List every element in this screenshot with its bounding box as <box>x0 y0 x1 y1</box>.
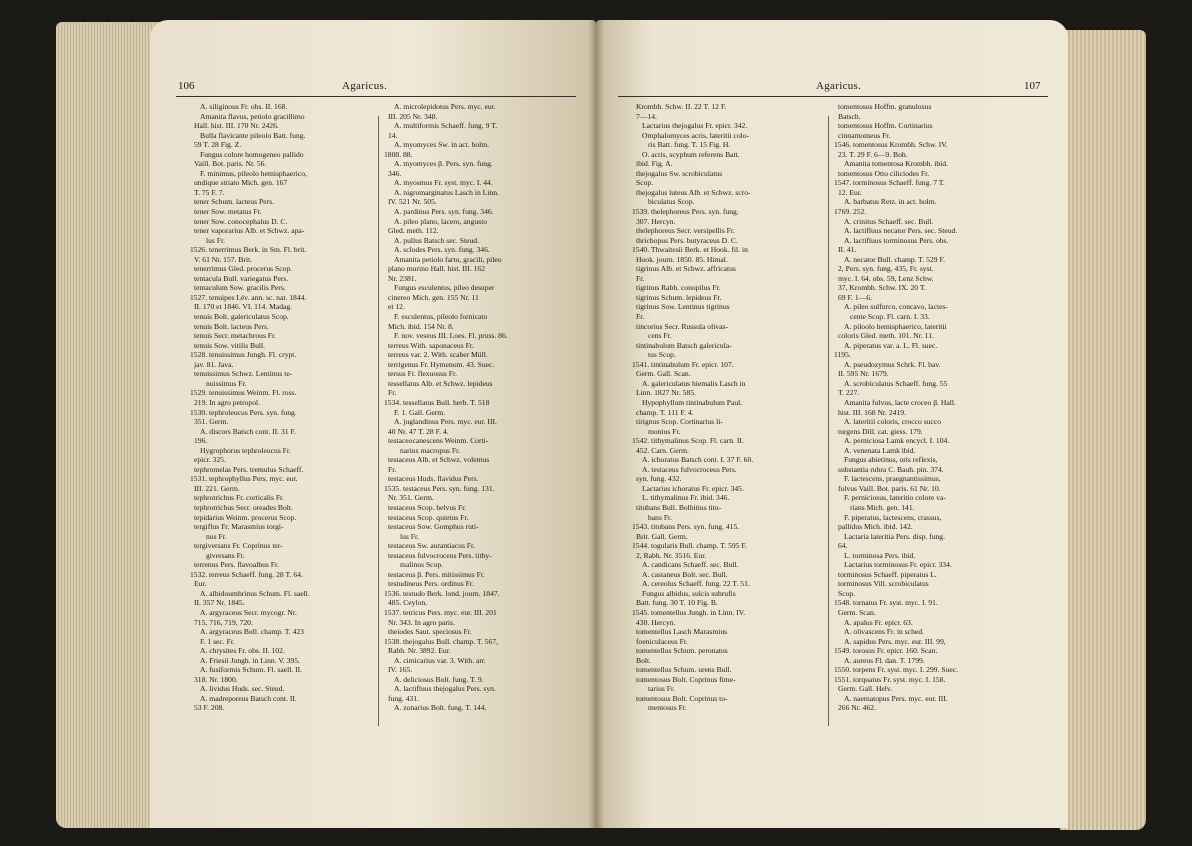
entry-line: III. 221. Germ. <box>194 483 240 493</box>
entry-line: 219. In agro petropol. <box>194 397 261 407</box>
entry-line: A. pullus Batsch sec. Steud. <box>394 235 479 245</box>
entry-line: 14. <box>388 130 398 140</box>
entry-line: 64. <box>838 541 848 551</box>
entry-line: rians Mich. gen. 141. <box>850 502 915 512</box>
entry-line: A. candicans Schaeff. sec. Bull. <box>642 560 739 570</box>
entry-line: F. esculentus, pileolo fornicato <box>394 312 488 322</box>
entry-line: myc. I. 64. obs. 59, Lenz Schw. <box>838 273 934 283</box>
entry-line: Amanita flavus, petiolo gracillimo <box>200 111 305 121</box>
entry-line: A. pileo plano, lacero, angusto <box>394 216 487 226</box>
entry-line: II. 595 Nr. 1679. <box>838 369 889 379</box>
entry-line: A. juglandinus Pers. myc. eur. III. <box>394 417 497 427</box>
entry-line: A. cereolus Schaeff. fung. 22 T. 51. <box>642 579 750 589</box>
entry-line: 430. Hercyn. <box>636 617 676 627</box>
entry-line: F. piperatus, lactescens, crassus, <box>844 512 942 522</box>
entry-line: T. 75 F. 7. <box>194 187 225 197</box>
entry-line: V. 61 Nr. 157. Brit. <box>194 254 253 264</box>
entry-line: cente Scop. Fl. carn. I. 33. <box>850 312 930 322</box>
entry-line: tomentosus Bolt. Coprinus fime- <box>636 674 736 684</box>
entry-line: biculatus Scop. <box>648 197 695 207</box>
entry-line: Nr. 2381. <box>388 273 417 283</box>
entry-line: 452. Carn. Germ. <box>636 445 689 455</box>
entry-line: 1769. 252. <box>834 207 867 217</box>
entry-line: 485. Ceylon. <box>388 598 428 608</box>
entry-line: A. lateritii coloris, crocco succo <box>844 417 941 427</box>
entry-line: tenuis Bolt. lacteus Pers. <box>194 321 269 331</box>
entry-line: tus Scop. <box>648 350 676 360</box>
book-gutter <box>588 20 604 828</box>
entry-line: A. discors Batsch cont. II. 31 F. <box>200 426 296 436</box>
entry-line: 12. Eur. <box>838 187 862 197</box>
entry-line: lus Fr. <box>400 531 419 541</box>
entry-line: 1531. tephrophyllus Pers. myc. eur. <box>190 474 298 484</box>
entry-line: Lactarius torminosus Fr. epicr. 334. <box>844 560 952 570</box>
entry-line: substantia rubra C. Bauh. pin. 374. <box>838 464 944 474</box>
entry-line: Hall. hist. III. 170 Nr. 2426. <box>194 121 279 131</box>
entry-line: tergiflus Fr. Marasmius torgi- <box>194 522 284 532</box>
entry-line: A. ichoratus Batsch cont. I. 37 F. 60. <box>642 455 754 465</box>
entry-line: Nr. 351. Germ. <box>388 493 434 503</box>
right-column-2 <box>834 102 958 713</box>
entry-line: giversans Fr. <box>206 550 245 560</box>
entry-line: ibid. Fig. A. <box>636 159 673 169</box>
entry-line: 1195. <box>834 350 851 360</box>
entry-line: Amanita tomentosa Krombh. ibid. <box>844 159 948 169</box>
entry-line: plano murino Hall. hist. III. 162 <box>388 264 486 274</box>
entry-line: A. apalus Fr. epicr. 63. <box>844 617 913 627</box>
entry-line: tomentellus Schum. urens Bull. <box>636 665 732 675</box>
entry-line: Mich. ibid. 154 Nr. 8. <box>388 321 454 331</box>
entry-line: 1532. terreus Schaeff. fung. 28 T. 64. <box>190 569 303 579</box>
entry-line: tigrinus Schum. lepideus Fr. <box>636 292 722 302</box>
entry-line: tigrinus Rabh. conopilus Fr. <box>636 283 721 293</box>
entry-line: Fungus esculentus, pileo desuper <box>394 283 495 293</box>
entry-line: theiodes Saut. speciosus Fr. <box>388 627 472 637</box>
entry-line: fung. 431. <box>388 693 420 703</box>
entry-line: tigrinus Alb. et Schwz. affricatus <box>636 264 736 274</box>
entry-line: Germ. Gall. Helv. <box>838 684 893 694</box>
entry-line: 1543. titubans Pers. syn. fung. 415. <box>632 522 740 532</box>
entry-line: 23. T. 29 F. 6—9. Boh. <box>838 149 908 159</box>
entry-line: nuissimus Fr. <box>206 378 247 388</box>
entry-line: A. myomyces Sw. in act. holm. <box>394 140 490 150</box>
entry-line: A. lividus Huds. sec. Steud. <box>200 684 285 694</box>
entry-line: 37, Krombh. Schw. IX. 20 T. <box>838 283 926 293</box>
entry-line: A. chrysites Fr. obs. II. 102. <box>200 646 285 656</box>
entry-line: tomentosus Hoffm. Cortinarius <box>838 121 933 131</box>
entry-line: testaceus Alb. et Schwz. volemus <box>388 455 490 465</box>
entry-line: 1549. torosus Fr. epicr. 160. Scan. <box>834 646 938 656</box>
entry-line: A. olivascens Fr. in sched. <box>844 627 924 637</box>
entry-line: 351. Germ. <box>194 417 229 427</box>
left-column-1 <box>190 102 310 713</box>
entry-line: A. multiformis Schaeff. fung. 9 T. <box>394 121 498 131</box>
entry-line: Amanita petiolo farto, gracili, pileo <box>394 254 502 264</box>
entry-line: epicr. 325. <box>194 455 226 465</box>
entry-line: Scop. <box>636 178 654 188</box>
entry-line: testaceus Sw. aurantiacus Fr. <box>388 541 476 551</box>
entry-line: III. 205 Nr. 348. <box>388 111 438 121</box>
entry-line: nus Fr. <box>206 531 227 541</box>
entry-line: 59 T. 28 Fig. Z. <box>194 140 242 150</box>
entry-line: 1529. tenuissimus Weinm. Fl. ross. <box>190 388 297 398</box>
entry-line: testaceus β. Pers. mitissimus Fr. <box>388 569 485 579</box>
entry-line: tomentellus Lasch Marasmius <box>636 627 728 637</box>
entry-line: 7—14. <box>636 111 657 121</box>
entry-line: IV. 521 Nr. 505. <box>388 197 437 207</box>
entry-line: testaceus Scop. quietus Fr. <box>388 512 469 522</box>
left-page <box>150 20 596 828</box>
entry-line: A. fusiformis Schum. Fl. saell. II. <box>200 665 303 675</box>
right-page-edges <box>1060 30 1146 830</box>
entry-line: Hook. journ. 1850. 85. Himal. <box>636 254 728 264</box>
entry-line: 1527. tenuipes Lév. ann. sc. nat. 1844. <box>190 292 307 302</box>
entry-line: A. albidoumbrinus Schum. Fl. saell. <box>200 588 310 598</box>
entry-line: Fungus colore homogeneo pallido <box>200 149 304 159</box>
entry-line: cinnamomeus Fr. <box>838 130 891 140</box>
entry-line: A. barbatus Retz. in act. holm. <box>844 197 937 207</box>
entry-line: pallidus Mich. ibid. 142. <box>838 522 913 532</box>
entry-line: Fungus abietinus, oris reflexis, <box>844 455 938 465</box>
entry-line: A. castaneus Bolt. sec. Bull. <box>642 569 728 579</box>
entry-line: cens Fr. <box>648 331 672 341</box>
entry-line: coloris Gled. meth. 101. Nr. 11. <box>838 331 934 341</box>
entry-line: 1530. tephroleucus Pers. syn. fung. <box>190 407 297 417</box>
entry-line: Gled. meth. 112. <box>388 226 439 236</box>
entry-line: A. myosmus Fr. syst. myc. I. 44. <box>394 178 493 188</box>
right-header-rule <box>618 96 1048 97</box>
entry-line: A. perniciosa Lamk encycl. I. 104. <box>844 436 950 446</box>
entry-line: A. pardinus Pers. syn. fung. 346. <box>394 207 494 217</box>
entry-line: A. argyraceus Bull. champ. T. 423 <box>200 627 304 637</box>
entry-line: monius Fr. <box>648 426 681 436</box>
entry-line: A. Friesii Jungh. in Linn. V. 395. <box>200 655 300 665</box>
entry-line: A. argyraceus Secr. mycogr. Nr. <box>200 607 297 617</box>
entry-line: 307. Hercyn. <box>636 216 676 226</box>
entry-line: hist. III. 168 Nr. 2419. <box>838 407 906 417</box>
entry-line: Batt. fung. 30 T. 10 Fig. B. <box>636 598 718 608</box>
entry-line: champ. T. 111 F. 4. <box>636 407 694 417</box>
entry-line: L. tithymalinus Fr. ibid. 346. <box>642 493 730 503</box>
entry-line: tarius Fr. <box>648 684 676 694</box>
entry-line: tener Schum. lacteus Pers. <box>194 197 274 207</box>
entry-line: 1544. togularis Bull. champ. T. 595 F. <box>632 541 747 551</box>
entry-line: torminosus Vill. scrobiculatus <box>838 579 929 589</box>
entry-line: tenuissimus Schwz. Lentinus te- <box>194 369 293 379</box>
entry-line: terreus With. saponaceus Fr. <box>388 340 474 350</box>
entry-line: terrigenus Fr. Hymenom. 43. Suec. <box>388 359 495 369</box>
entry-line: narius macropus Fr. <box>400 445 461 455</box>
entry-line: tener Sow. conocephalus D. C. <box>194 216 288 226</box>
entry-line: tephrotrichus Fr. corticalis Fr. <box>194 493 285 503</box>
left-page-number: 106 <box>178 80 195 92</box>
left-column-2 <box>384 102 508 713</box>
entry-line: tergiversans Fr. Coprinus ter- <box>194 541 283 551</box>
entry-line: tessellatus Alb. et Schwz. lepideus <box>388 378 493 388</box>
entry-line: cinereo Mich. gen. 155 Nr. 11 <box>388 292 479 302</box>
entry-line: tincorius Secr. Russula olivas- <box>636 321 728 331</box>
entry-line: Fr. <box>636 312 645 322</box>
entry-line: L. torminosa Pers. ibid. <box>844 550 916 560</box>
entry-line: A. testaceus fulvocroceus Pers. <box>642 464 737 474</box>
entry-line: bans Fr. <box>648 512 673 522</box>
entry-line: 40 Nr. 47 T. 28 F. 4. <box>388 426 449 436</box>
entry-line: A. madreporeus Batsch cont. II. <box>200 693 297 703</box>
right-page-number: 107 <box>1024 80 1041 92</box>
entry-line: foeniculaceus Fr. <box>636 636 688 646</box>
entry-line: 1545. tomentellus Jungh. in Linn. IV. <box>632 607 746 617</box>
entry-line: testaceus Sow. Gomphus ruti- <box>388 522 479 532</box>
entry-line: Eur. <box>194 579 207 589</box>
entry-line: tintinabulum Batsch galericula- <box>636 340 732 350</box>
entry-line: Vaill. Bot. paris. Nr. 56. <box>194 159 267 169</box>
entry-line: II. 41. <box>838 245 857 255</box>
entry-line: thejogalus Sw. scrobiculatus <box>636 168 723 178</box>
entry-line: 1538. thejogalus Bull. champ. T. 567, <box>384 636 499 646</box>
entry-line: A. naematopus Pers. myc. eur. III. <box>844 693 948 703</box>
entry-line: A. nigromarginatus Lasch in Linn. <box>394 187 499 197</box>
entry-line: 1542. tithymalinus Scop. Fl. carn. II. <box>632 436 744 446</box>
entry-line: thrichopus Pers. butyraceus D. C. <box>636 235 738 245</box>
entry-line: A. crinitus Schaeff. sec. Bull. <box>844 216 934 226</box>
entry-line: 1528. tenuissimus Jungh. Fl. crypt. <box>190 350 297 360</box>
entry-line: 1550. torpens Fr. syst. myc. I. 299. Suec. <box>834 665 959 675</box>
entry-line: 1551. torquatus Fr. syst. myc. I. 158. <box>834 674 946 684</box>
entry-line: F. nov. veseus III. Loes. Fl. pruss. 86. <box>394 331 508 341</box>
entry-line: tentacula Bull. variegatus Pers. <box>194 273 289 283</box>
entry-line: tephromelas Pers. tremulus Schaeff. <box>194 464 304 474</box>
entry-line: Brit. Gall. Germ. <box>636 531 688 541</box>
entry-line: A. piloolo hemisphaerico, lateritii <box>844 321 947 331</box>
entry-line: jav. 81. Java. <box>194 359 234 369</box>
entry-line: Nr. 343. In agro paris. <box>388 617 455 627</box>
right-column-divider <box>828 116 829 726</box>
entry-line: A. pileo sulfurco, concavo, lactes- <box>844 302 948 312</box>
entry-line: tener vaporarius Alb. et Schwz. apa- <box>194 226 305 236</box>
entry-line: turgens Dill. cat. giess. 179. <box>838 426 923 436</box>
entry-line: tersus Fr. flexuosus Fr. <box>388 369 457 379</box>
entry-line: tigrinus Sow. Lentinus tigrinus <box>636 302 730 312</box>
entry-line: 1547. torminosus Schaeff. fung. 7 T. <box>834 178 945 188</box>
entry-line: 2, Rabh. Nr. 3516. Eur. <box>636 550 707 560</box>
entry-line: titubans Bull. Bolbitius titu- <box>636 502 722 512</box>
entry-line: A. scrobiculatus Schaeff. fung. 55 <box>844 378 948 388</box>
right-column-1 <box>632 102 753 713</box>
entry-line: Rabh. Nr. 3892. Eur. <box>388 646 451 656</box>
entry-line: A. deliciosus Bolt. fung. T. 9. <box>394 674 484 684</box>
entry-line: Amanita fulvus, lacte croceo β. Hall. <box>844 397 956 407</box>
entry-line: Germ. Scan. <box>838 607 876 617</box>
entry-line: 69 F. 1—6. <box>838 292 872 302</box>
entry-line: 715, 716, 719, 720. <box>194 617 253 627</box>
entry-line: lus Fr. <box>206 235 225 245</box>
entry-line: Batsch. <box>838 111 861 121</box>
entry-line: F. lactescens, praegnantissimus, <box>844 474 941 484</box>
right-running-head: Agaricus. <box>816 80 862 92</box>
entry-line: 266 Nr. 462. <box>838 703 876 713</box>
entry-line: Germ. Gall. Scan. <box>636 369 691 379</box>
entry-line: terreus var. 2. With. scaber Müll. <box>388 350 488 360</box>
entry-line: 53 F. 208. <box>194 703 225 713</box>
entry-line: 1539. thelephoreus Pers. syn. fung. <box>632 207 739 217</box>
entry-line: 1541. tintinabulum Fr. epicr. 107. <box>632 359 734 369</box>
entry-line: A. lactifluus torminosus Pers. obs. <box>844 235 949 245</box>
entry-line: F. 1 sec. Fr. <box>200 636 235 646</box>
entry-line: F. minimus, pileolo hemisphaerico, <box>200 168 307 178</box>
entry-line: A. piperatus var. a. L. Fl. suec. <box>844 340 938 350</box>
entry-line: II. 357 Nr. 1845. <box>194 598 245 608</box>
entry-line: A. sapidus Pers. myc. eur. III. 99, <box>844 636 946 646</box>
entry-line: Hygrophorus tephroleucus Fr. <box>200 445 291 455</box>
entry-line: testaceocanescens Weinm. Corti- <box>388 436 489 446</box>
entry-line: fulvus Vaill. Bot. paris. 61 Nr. 10. <box>838 483 941 493</box>
entry-line: tomentosus Otto ciliciodes Fr. <box>838 168 930 178</box>
entry-line: tenuis Bolt. galericulatus Scop. <box>194 312 289 322</box>
entry-line: 1548. tornatus Fr. syst. myc. I. 91. <box>834 598 938 608</box>
entry-line: mentosus Fr. <box>648 703 687 713</box>
entry-line: tirignus Scop. Cortinarius li- <box>636 417 723 427</box>
entry-line: A. zonarius Bolt. fung. T. 144. <box>394 703 487 713</box>
entry-line: tentaculum Sow. gracilis Pers. <box>194 283 286 293</box>
entry-line: Bulla flavicante pileolo Batt. fung. <box>200 130 306 140</box>
entry-line: terrenus Pers. flavoalbus Fr. <box>194 560 279 570</box>
entry-line: tepidarius Weinm. procerus Scop. <box>194 512 297 522</box>
entry-line: Linn. 1827 Nr. 585. <box>636 388 696 398</box>
entry-line: T. 227. <box>838 388 860 398</box>
entry-line: ris Batt. fung. T. 15 Fig. H. <box>648 140 731 150</box>
entry-line: testaceus Scop. helvus Fr. <box>388 502 467 512</box>
entry-line: Omphalomyces acris, lateritii colo- <box>642 130 750 140</box>
entry-line: Scop. <box>838 588 856 598</box>
entry-line: A. lactifluus necator Pers. sec. Steud. <box>844 226 958 236</box>
entry-line: Fr. <box>636 273 645 283</box>
entry-line: Bolt. <box>636 655 651 665</box>
entry-line: malinus Scop. <box>400 560 444 570</box>
entry-line: 1526. tenerrimus Berk. in Sm. Fl. brit. <box>190 245 307 255</box>
entry-line: Lactarius ichoratus Fr. epicr. 345. <box>642 483 744 493</box>
entry-line: A. aureus Fl. dan. T. 1799. <box>844 655 925 665</box>
entry-line: Lactarius thejogalus Fr. epicr. 342. <box>642 121 748 131</box>
entry-line: torminosus Schaeff. piperatus L. <box>838 569 937 579</box>
entry-line: IV. 165. <box>388 665 413 675</box>
entry-line: tomentosus Bolt. Coprinus to- <box>636 693 728 703</box>
entry-line: tomentellus Schum. peronatus <box>636 646 728 656</box>
entry-line: syn. fung. 432. <box>636 474 682 484</box>
entry-line: testudineus Pers. ordinus Fr. <box>388 579 474 589</box>
entry-line: testaceus Huds. flavidus Pers. <box>388 474 479 484</box>
entry-line: 318. Nr. 1800. <box>194 674 238 684</box>
left-running-head: Agaricus. <box>342 80 388 92</box>
entry-line: 1535. testaceus Pers. syn. fung. 131. <box>384 483 495 493</box>
entry-line: tener Sow. metatus Fr. <box>194 207 262 217</box>
entry-line: thejogalus luteus Alb. et Schwz. scro- <box>636 187 751 197</box>
entry-line: A. pseudozymus Schrk. Fl. bav. <box>844 359 941 369</box>
entry-line: tenuis Sow. vitilis Bull. <box>194 340 266 350</box>
right-page <box>596 20 1068 828</box>
entry-line: tephrotrichus Secr. oreades Bolt. <box>194 502 293 512</box>
entry-line: F. 1. Gall. Germ. <box>394 407 446 417</box>
entry-line: A. myomyces β. Pers. syn. fung. <box>394 159 493 169</box>
entry-line: 1808. 88. <box>384 149 413 159</box>
entry-line: tenuis Secr. metachrous Fr. <box>194 331 277 341</box>
entry-line: A. lactifluus thejogalus Pers. syn. <box>394 684 496 694</box>
entry-line: undique striato Mich. gen. 167 <box>194 178 288 188</box>
entry-line: II. 170 et 1846. VI. 114. Madag. <box>194 302 293 312</box>
entry-line: 1537. tetricus Pers. myc. eur. III. 201 <box>384 607 497 617</box>
entry-line: tenerrimus Gled. procerus Scop. <box>194 264 293 274</box>
entry-line: Fr. <box>388 388 397 398</box>
entry-line: A. galericulatus hiemalis Lasch in <box>642 378 746 388</box>
entry-line: 1546. tomentosus Krombh. Schw. IV. <box>834 140 948 150</box>
entry-line: 2, Pers. syn. fung. 435, Fr. syst. <box>838 264 934 274</box>
entry-line: A. necator Bull. champ. T. 529 F. <box>844 254 945 264</box>
entry-line: Hypophyllum tintinabulum Paul. <box>642 397 743 407</box>
entry-line: Fr. <box>388 464 397 474</box>
entry-line: Fungus albidus, sulcis subrufis <box>642 588 736 598</box>
entry-line: A. siliginous Fr. obs. II. 168. <box>200 102 288 111</box>
entry-line: Krombh. Schw. II. 22 T. 12 F. <box>636 102 727 111</box>
entry-line: A. cimicarius var. 3. With. arr. <box>394 655 486 665</box>
entry-line: 1540. Thwaitesii Berk. et Hook. fil. in <box>632 245 748 255</box>
entry-line: 196. <box>194 436 208 446</box>
entry-line: et 12. <box>388 302 405 312</box>
entry-line: Lactaria lateritia Pers. disp. fung. <box>844 531 946 541</box>
left-header-rule <box>176 96 576 97</box>
entry-line: thelephoreus Secr. versipellis Fr. <box>636 226 735 236</box>
entry-line: 1534. tessellatus Bull. herb. T. 518 <box>384 397 490 407</box>
entry-line: A. sclodes Pers. syn. fung. 346. <box>394 245 490 255</box>
entry-line: testaceus fulvocroceus Pers. tithy- <box>388 550 492 560</box>
entry-line: 1536. testudo Berk. lond. journ. 1847. <box>384 588 500 598</box>
entry-line: F. perniciosus, lateritio colore va- <box>844 493 946 503</box>
left-column-divider <box>378 116 379 726</box>
entry-line: O. acris, scyphum referens Batt. <box>642 149 740 159</box>
entry-line: A. venenata Lamk ibid. <box>844 445 916 455</box>
entry-line: tomentosus Hoffm. granulosus <box>838 102 932 111</box>
entry-line: 346. <box>388 168 402 178</box>
entry-line: A. microlepidotus Pers. myc. eur. <box>394 102 496 111</box>
